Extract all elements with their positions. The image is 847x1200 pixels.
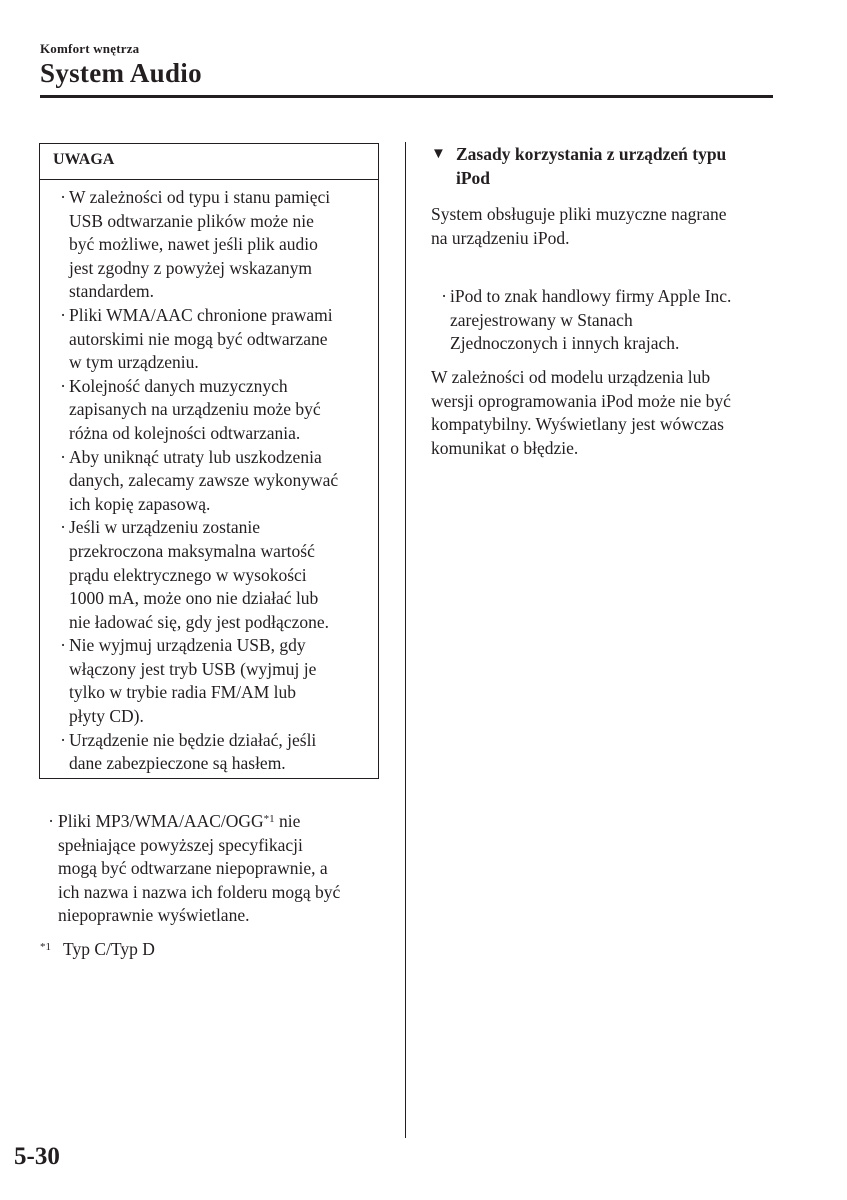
note-item-text: Aby uniknąć utraty lub uszkodzenia danych, zalecamy zawsze wykonywać ich kopię zapasową. bbox=[69, 446, 339, 514]
note-item-text: Urządzenie nie będzie działać, jeśli dane zabezpieczone są hasłem. bbox=[69, 729, 317, 774]
page-title: System Audio bbox=[40, 58, 202, 88]
left-bullet-text bbox=[57, 810, 390, 928]
note-item bbox=[40, 729, 372, 776]
footnote-mark: *1 bbox=[40, 941, 51, 953]
paragraph-ipod-support: System obsługuje pliki muzyczne nagrane na urządzeniu iPod. bbox=[431, 204, 727, 248]
note-title: UWAGA bbox=[40, 144, 378, 180]
page-number: 5-30 bbox=[14, 1143, 60, 1170]
bullet-icon: · bbox=[60, 729, 66, 750]
note-item-text: Jeśli w urządzeniu zostanie przekroczona maksymalna wartość prądu elektrycznego w wysokości 1000 mA, może ono nie działać lub nie ładować się, gdy jest podłączone. bbox=[69, 517, 329, 632]
bullet-icon: · bbox=[60, 446, 66, 467]
bullet-icon: · bbox=[48, 811, 54, 831]
bullet-icon: · bbox=[441, 286, 447, 306]
left-bullet-lead: Pliki MP3/WMA/AAC/OGG bbox=[58, 811, 264, 831]
footnote-text: Typ C/Typ D bbox=[63, 939, 155, 959]
subsection-heading bbox=[431, 143, 791, 190]
right-bullet-text: iPod to znak handlowy firmy Apple Inc. zarejestrowany w Stanach Zjednoczonych i innych krajach. bbox=[450, 286, 732, 354]
note-item bbox=[40, 186, 372, 304]
header-rule bbox=[40, 95, 773, 98]
column-divider bbox=[405, 142, 406, 1138]
note-item-text: Kolejność danych muzycznych zapisanych na urządzeniu może być różna od kolejności odtwarzania. bbox=[69, 375, 321, 443]
bullet-icon: · bbox=[60, 375, 66, 396]
note-item-text: Pliki WMA/AAC chronione prawami autorskimi nie mogą być odtwarzane w tym urządzeniu. bbox=[69, 304, 333, 373]
triangle-down-icon: ▼ bbox=[431, 146, 446, 162]
note-item-text: Nie wyjmuj urządzenia USB, gdy włączony jest tryb USB (wyjmuj je tylko w trybie radia FM/AM lub płyty CD). bbox=[69, 635, 317, 727]
section-label: Komfort wnętrza bbox=[40, 41, 140, 56]
left-bullet-item bbox=[40, 810, 390, 928]
bullet-icon: · bbox=[60, 304, 66, 325]
footnote-ref: *1 bbox=[263, 813, 275, 825]
paragraph-ipod-compat: W zależności od modelu urządzenia lub wersji oprogramowania iPod może nie być kompatybilny. Wyświetlany jest wówczas komunikat o błędzie. bbox=[431, 367, 731, 458]
note-item bbox=[40, 375, 372, 446]
note-box bbox=[39, 143, 379, 779]
right-bullet-item bbox=[431, 285, 791, 356]
footnote bbox=[40, 938, 155, 962]
note-item-text: W zależności od typu i stanu pamięci USB odtwarzanie plików może nie być możliwe, nawet jeśli plik audio jest zgodny z powyżej wskazanym standardem. bbox=[69, 187, 331, 302]
note-list bbox=[40, 180, 378, 776]
bullet-icon: · bbox=[60, 187, 66, 207]
note-item bbox=[40, 304, 372, 375]
note-item bbox=[40, 516, 372, 634]
bullet-icon: · bbox=[60, 635, 66, 656]
bullet-icon: · bbox=[60, 517, 66, 538]
note-item bbox=[40, 634, 372, 728]
left-bullet-rest: nie spełniające powyższej specyfikacji mogą być odtwarzane niepoprawnie, a ich nazwa i nazwa ich folderu mogą być niepoprawnie wyświetlane. bbox=[58, 811, 341, 926]
subsection-title: Zasady korzystania z urządzeń typu iPod bbox=[456, 144, 727, 188]
note-item bbox=[40, 446, 372, 517]
